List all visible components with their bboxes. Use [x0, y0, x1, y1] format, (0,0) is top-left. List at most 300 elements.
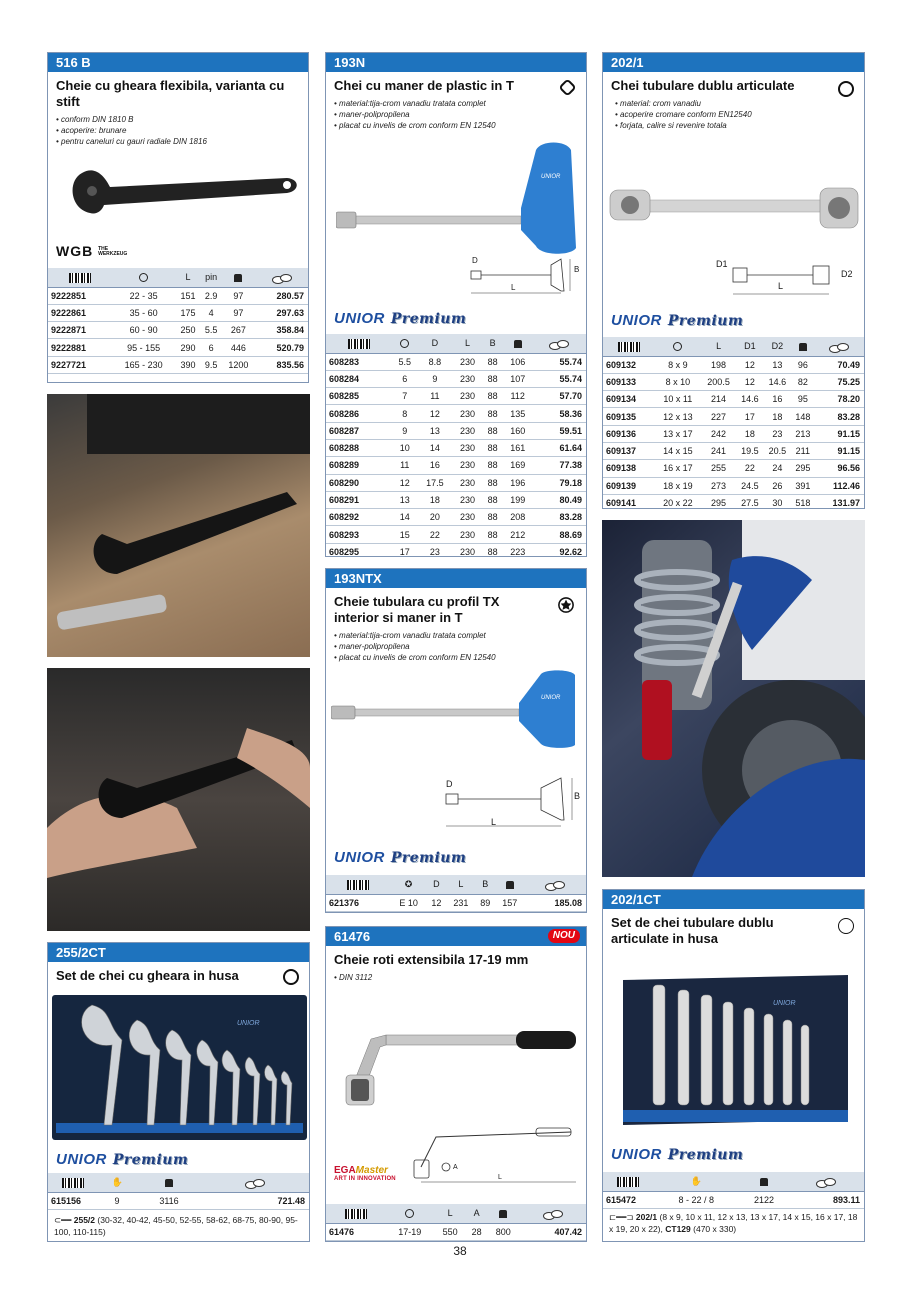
spec-cell: 88 [483, 457, 503, 474]
col-header: L [701, 337, 736, 356]
spec-cell: 17.5 [417, 474, 452, 491]
price: 96.56 [815, 460, 864, 477]
spec-cell: 267 [222, 322, 256, 339]
spec-cell: 214 [701, 391, 736, 408]
spec-cell: 295 [701, 494, 736, 509]
price: 520.79 [255, 339, 308, 356]
spec-cell: 8 [392, 405, 417, 422]
extendable-wheel-wrench-image [336, 1017, 581, 1117]
col-header: B [476, 875, 496, 894]
unior-premium-logo: UNIOR Premium [334, 849, 467, 866]
price-icon [815, 337, 864, 356]
price-icon [202, 1173, 309, 1192]
article-code: 608289 [326, 457, 392, 474]
spec-cell: 10 [392, 439, 417, 456]
table-row [48, 304, 308, 321]
weight-icon [495, 875, 524, 894]
article-code: 609137 [603, 442, 655, 459]
spec-cell: 95 [791, 391, 815, 408]
col-header: D1 [736, 337, 763, 356]
spec-cell: 88 [483, 353, 503, 370]
size-icon [392, 334, 417, 353]
feature-item: • conform DIN 1810 B [56, 114, 300, 125]
table-row [326, 370, 586, 387]
table-row [603, 460, 864, 477]
price: 79.18 [533, 474, 586, 491]
feature-item: • acoperire cromare conform EN12540 [615, 109, 856, 120]
spec-cell: 20 x 22 [655, 494, 701, 509]
spec-cell: 12 [392, 474, 417, 491]
feature-item: • placat cu invelis de crom conform EN 12540 [334, 652, 578, 663]
egamaster-logo: EGAMaster ART IN INNOVATION [334, 1165, 396, 1182]
spec-cell: 230 [452, 509, 482, 526]
barcode-icon [48, 1173, 98, 1192]
spec-cell: 88 [483, 491, 503, 508]
product-card-255-2ct [47, 942, 310, 1242]
article-code: 608290 [326, 474, 392, 491]
spec-cell: 160 [503, 422, 533, 439]
product-title: Set de chei cu gheara in husa [56, 968, 239, 983]
spec-table [603, 337, 864, 509]
spec-cell: 88 [483, 543, 503, 557]
unior-premium-logo: UNIOR Premium [611, 312, 744, 329]
product-card-193ntx [325, 568, 587, 913]
feature-list [603, 96, 864, 133]
price: 112.46 [815, 477, 864, 494]
table-row [48, 322, 308, 339]
spec-cell: 9 [417, 370, 452, 387]
spec-cell: 230 [452, 474, 482, 491]
spec-cell: 208 [503, 509, 533, 526]
weight-icon [222, 268, 256, 287]
spec-cell: 8.8 [417, 353, 452, 370]
spec-cell: 6 [201, 339, 222, 356]
feature-item: • material:tija-crom vanadiu tratata complet [334, 98, 578, 109]
spec-cell: 9 [392, 422, 417, 439]
feature-item: • DIN 3112 [334, 972, 578, 983]
bi-hex-profile-icon [838, 81, 854, 97]
price: 358.84 [255, 322, 308, 339]
price: 835.56 [255, 356, 308, 373]
spec-cell: 60 - 90 [112, 322, 176, 339]
spec-cell: 273 [701, 477, 736, 494]
spec-cell: 11 [392, 457, 417, 474]
table-row [326, 491, 586, 508]
spec-cell: 23 [764, 425, 791, 442]
spec-cell: 223 [503, 543, 533, 557]
col-header: L [452, 334, 482, 353]
price: 297.63 [255, 304, 308, 321]
spec-cell: 18 x 19 [655, 477, 701, 494]
table-row [603, 408, 864, 425]
svg-text:UNIOR: UNIOR [237, 1020, 260, 1027]
spec-table [48, 1173, 309, 1210]
article-code: 608286 [326, 405, 392, 422]
feature-list [326, 96, 586, 133]
table-row [48, 339, 308, 356]
spec-cell: 518 [791, 494, 815, 509]
open-ring-icon [838, 918, 854, 934]
dim-label-l: L [498, 1174, 502, 1181]
product-photo-car-suspension [602, 520, 865, 877]
torx-profile-icon [558, 597, 574, 613]
table-row [326, 526, 586, 543]
feature-item: • maner-polipropilena [334, 109, 578, 120]
spec-cell: 8 x 10 [655, 373, 701, 390]
svg-text:UNIOR: UNIOR [541, 174, 561, 180]
spec-cell: 82 [791, 373, 815, 390]
price-icon [524, 875, 586, 894]
table-row [326, 543, 586, 557]
product-title: Cheie tubulara cu profil TX interior si maner in T [334, 594, 500, 625]
spec-cell: 290 [175, 339, 200, 356]
article-code: 9222881 [48, 339, 112, 356]
spec-cell: 250 [175, 322, 200, 339]
spec-table [326, 1204, 586, 1241]
spec-cell: 241 [701, 442, 736, 459]
spec-cell: 212 [503, 526, 533, 543]
unior-premium-logo: UNIOR Premium [56, 1151, 189, 1168]
spec-cell: 16 [417, 457, 452, 474]
dimension-diagram [436, 774, 581, 834]
spec-cell: 446 [222, 339, 256, 356]
spec-cell: 22 [417, 526, 452, 543]
spec-cell: 14 x 15 [655, 442, 701, 459]
spec-cell: 88 [483, 474, 503, 491]
spec-cell: 5.5 [392, 353, 417, 370]
spec-cell: 17 [392, 543, 417, 557]
price: 91.15 [815, 442, 864, 459]
spec-table [326, 334, 586, 557]
spec-table [326, 875, 586, 912]
spec-cell: 200.5 [701, 373, 736, 390]
price: 91.15 [815, 425, 864, 442]
article-code: 609139 [603, 477, 655, 494]
spec-cell: 165 - 230 [112, 356, 176, 373]
price: 83.28 [815, 408, 864, 425]
dim-label-d1: D1 [716, 259, 728, 269]
spec-cell: 15 [392, 526, 417, 543]
table-row: 615472 8 - 22 / 8 2122 893.11 [603, 1191, 864, 1208]
price-icon [788, 1172, 864, 1191]
spec-cell: 16 [764, 391, 791, 408]
table-row [48, 287, 308, 304]
price: 131.97 [815, 494, 864, 509]
article-code: 609135 [603, 408, 655, 425]
spec-cell: 88 [483, 526, 503, 543]
spec-cell: 17 [736, 408, 763, 425]
spec-cell: 13 x 17 [655, 425, 701, 442]
feature-item: • pentru caneluri cu gauri radiale DIN 1816 [56, 136, 300, 147]
socket-wrench-set-image [623, 970, 848, 1130]
spec-cell: 88 [483, 370, 503, 387]
feature-item: • material:tija-crom vanadiu tratata complet [334, 630, 578, 641]
barcode-icon [326, 1204, 385, 1223]
article-code: 9222871 [48, 322, 112, 339]
dim-label-d: D [446, 779, 453, 789]
spec-cell: 22 [736, 460, 763, 477]
feature-list [326, 628, 586, 665]
price: 75.25 [815, 373, 864, 390]
spec-cell: 8 x 9 [655, 356, 701, 373]
hook-wrench-set-image [52, 995, 307, 1140]
spec-cell: 9.5 [201, 356, 222, 373]
spec-cell: 11 [417, 388, 452, 405]
col-header: B [483, 334, 503, 353]
col-header: A [466, 1204, 487, 1223]
spec-cell: 230 [452, 370, 482, 387]
spec-cell: 88 [483, 439, 503, 456]
spec-cell: 35 - 60 [112, 304, 176, 321]
product-title: Cheie roti extensibila 17-19 mm [334, 952, 529, 967]
article-code: 608285 [326, 388, 392, 405]
price: 55.74 [533, 353, 586, 370]
barcode-icon [326, 334, 392, 353]
table-row: 615156 9 3116 721.48 [48, 1192, 309, 1209]
product-title: Cheie cu gheara flexibila, varianta cu stift [56, 78, 285, 109]
product-card-202-1ct [602, 889, 865, 1242]
spec-cell: 135 [503, 405, 533, 422]
article-code: 9222861 [48, 304, 112, 321]
spec-cell: 151 [175, 287, 200, 304]
spec-cell: 295 [791, 460, 815, 477]
spec-table [603, 1172, 864, 1209]
feature-list [48, 112, 308, 149]
product-photo-workbench [47, 394, 310, 657]
spec-cell: 106 [503, 353, 533, 370]
col-header: pin [201, 268, 222, 287]
hook-wrench-image [62, 161, 302, 231]
spec-cell: 13 [392, 491, 417, 508]
barcode-icon [603, 1172, 653, 1191]
spec-cell: 26 [764, 477, 791, 494]
hook-wrench-icon: ⊂━━ [54, 1215, 72, 1225]
article-code: 609138 [603, 460, 655, 477]
table-row: 61476 17-19 550 28 800 407.42 [326, 1223, 586, 1240]
spec-cell: 230 [452, 526, 482, 543]
weight-icon [136, 1173, 202, 1192]
spec-cell: 14.6 [764, 373, 791, 390]
article-code: 608291 [326, 491, 392, 508]
price: 92.62 [533, 543, 586, 557]
weight-icon [740, 1172, 789, 1191]
spec-cell: 169 [503, 457, 533, 474]
barcode-icon [603, 337, 655, 356]
price: 83.28 [533, 509, 586, 526]
product-photo-hand [47, 668, 310, 931]
spec-cell: 19.5 [736, 442, 763, 459]
spec-cell: 211 [791, 442, 815, 459]
spec-cell: 88 [483, 405, 503, 422]
product-code: 255/2CT [48, 943, 309, 962]
spec-cell: 95 - 155 [112, 339, 176, 356]
dimension-diagram [466, 253, 581, 303]
pieces-icon: ✋ [653, 1172, 740, 1191]
article-code: 608293 [326, 526, 392, 543]
table-row [326, 439, 586, 456]
table-row [603, 373, 864, 390]
spec-cell: 5.5 [201, 322, 222, 339]
spec-cell: 12 [417, 405, 452, 422]
price: 59.51 [533, 422, 586, 439]
unior-premium-logo: UNIOR Premium [611, 1146, 744, 1163]
spec-cell: 198 [701, 356, 736, 373]
table-row [603, 477, 864, 494]
product-card-193n [325, 52, 587, 557]
spec-cell: 27.5 [736, 494, 763, 509]
article-code: 609133 [603, 373, 655, 390]
spec-cell: 96 [791, 356, 815, 373]
spec-cell: 12 [736, 373, 763, 390]
price: 61.64 [533, 439, 586, 456]
dim-label-b: B [574, 265, 580, 274]
spec-cell: 10 x 11 [655, 391, 701, 408]
col-header: D2 [764, 337, 791, 356]
article-code: 609136 [603, 425, 655, 442]
price: 78.20 [815, 391, 864, 408]
table-row [326, 474, 586, 491]
spec-cell: 227 [701, 408, 736, 425]
col-header: D [417, 334, 452, 353]
t-handle-torx-wrench-image [331, 669, 581, 749]
weight-icon [503, 334, 533, 353]
col-header: L [175, 268, 200, 287]
dim-label-d: D [472, 256, 478, 265]
article-code: 9222851 [48, 287, 112, 304]
spec-cell: 13 [417, 422, 452, 439]
price: 77.38 [533, 457, 586, 474]
spec-cell: 2.9 [201, 287, 222, 304]
spec-cell: 242 [701, 425, 736, 442]
open-ring-icon [283, 969, 299, 985]
price: 58.36 [533, 405, 586, 422]
price-icon [519, 1204, 586, 1223]
spec-cell: 30 [764, 494, 791, 509]
price-icon [533, 334, 586, 353]
price: 55.74 [533, 370, 586, 387]
spec-cell: 12 [736, 356, 763, 373]
table-row [603, 356, 864, 373]
spec-cell: 230 [452, 388, 482, 405]
spec-cell: 97 [222, 304, 256, 321]
spec-cell: 88 [483, 422, 503, 439]
dim-label-l: L [511, 283, 516, 292]
torx-icon: ✪ [391, 875, 427, 894]
article-code: 609134 [603, 391, 655, 408]
price: 88.69 [533, 526, 586, 543]
spec-cell: 7 [392, 388, 417, 405]
spec-cell: 6 [392, 370, 417, 387]
weight-icon [487, 1204, 519, 1223]
article-code: 608284 [326, 370, 392, 387]
spec-cell: 24.5 [736, 477, 763, 494]
feature-item: • forjata, calire si revenire totala [615, 120, 856, 131]
spec-cell: 24 [764, 460, 791, 477]
table-row [603, 442, 864, 459]
spec-cell: 107 [503, 370, 533, 387]
article-code: 609132 [603, 356, 655, 373]
price: 70.49 [815, 356, 864, 373]
feature-list [326, 970, 586, 985]
size-icon [385, 1204, 434, 1223]
article-code: 609141 [603, 494, 655, 509]
table-row [326, 422, 586, 439]
new-badge: NOU [548, 929, 580, 943]
spec-cell: 88 [483, 509, 503, 526]
dim-label-l: L [778, 281, 784, 291]
barcode-icon [48, 268, 112, 287]
spec-cell: 390 [175, 356, 200, 373]
price: 57.70 [533, 388, 586, 405]
product-code: 516 B [48, 53, 308, 72]
spec-cell: 230 [452, 439, 482, 456]
spec-cell: 88 [483, 388, 503, 405]
spec-cell: 22 - 35 [112, 287, 176, 304]
table-row [603, 391, 864, 408]
spec-cell: 12 x 13 [655, 408, 701, 425]
dim-label-d2: D2 [841, 269, 853, 279]
wgb-logo: WGB THE WERKZEUG [56, 243, 128, 259]
page-number: 38 [453, 1244, 467, 1258]
table-row [326, 388, 586, 405]
spec-cell: 199 [503, 491, 533, 508]
size-icon [655, 337, 701, 356]
spec-cell: 161 [503, 439, 533, 456]
dim-label-b: B [574, 791, 581, 801]
spec-cell: 18 [417, 491, 452, 508]
table-row [326, 509, 586, 526]
spec-cell: 255 [701, 460, 736, 477]
spec-cell: 175 [175, 304, 200, 321]
article-code: 608287 [326, 422, 392, 439]
col-header: D [427, 875, 447, 894]
spec-cell: 97 [222, 287, 256, 304]
spec-cell: 20.5 [764, 442, 791, 459]
price: 280.57 [255, 287, 308, 304]
size-icon [112, 268, 176, 287]
product-title: Chei cu maner de plastic in T [334, 78, 514, 93]
table-row [603, 425, 864, 442]
spec-cell: 213 [791, 425, 815, 442]
barcode-icon [326, 875, 391, 894]
spec-cell: 14 [417, 439, 452, 456]
dimension-diagram [411, 1122, 581, 1187]
spec-cell: 230 [452, 353, 482, 370]
table-row [326, 353, 586, 370]
svg-text:UNIOR: UNIOR [541, 695, 561, 701]
product-code: 202/1CT [603, 890, 864, 909]
table-row [48, 356, 308, 373]
feature-item: • material: crom vanadiu [615, 98, 856, 109]
unior-premium-logo: UNIOR Premium [334, 310, 467, 327]
col-header: L [434, 1204, 466, 1223]
feature-item: • acoperire: brunare [56, 125, 300, 136]
spec-cell: 1200 [222, 356, 256, 373]
feature-item: • maner-polipropilena [334, 641, 578, 652]
spec-cell: 4 [201, 304, 222, 321]
product-title: Chei tubulare dublu articulate [611, 78, 795, 93]
spec-cell: 112 [503, 388, 533, 405]
spec-cell: 20 [417, 509, 452, 526]
spec-cell: 230 [452, 405, 482, 422]
spec-cell: 18 [764, 408, 791, 425]
spec-cell: 230 [452, 422, 482, 439]
svg-text:UNIOR: UNIOR [773, 1000, 796, 1007]
spec-cell: 18 [736, 425, 763, 442]
table-row [326, 457, 586, 474]
article-code: 608288 [326, 439, 392, 456]
spec-cell: 14 [392, 509, 417, 526]
